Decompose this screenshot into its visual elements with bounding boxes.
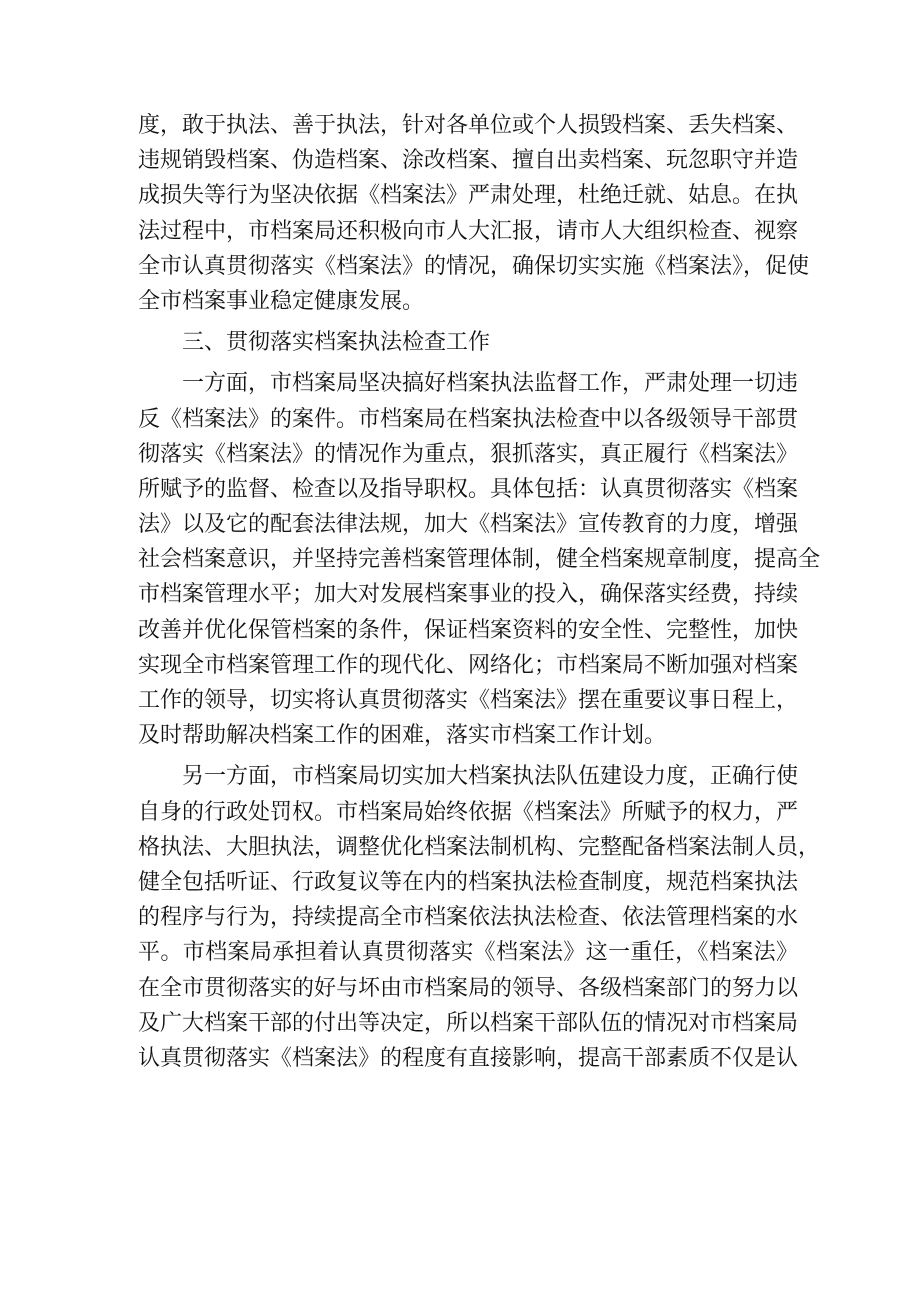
text-line: 所赋予的监督、检查以及指导职权。具体包括：认真贯彻落实《档案 xyxy=(138,476,799,502)
document-body xyxy=(138,108,821,1076)
text-line: 法》以及它的配套法律法规，加大《档案法》宣传教育的力度，增强 xyxy=(138,512,799,538)
text-line: 格执法、大胆执法，调整优化档案法制机构、完整配备档案法制人员， xyxy=(138,834,821,860)
text-line: 全市认真贯彻落实《档案法》的情况，确保切实实施《档案法》，促使 xyxy=(138,253,810,279)
section-heading xyxy=(138,325,798,360)
text-line: 在全市贯彻落实的好与坏由市档案局的领导、各级档案部门的努力以 xyxy=(138,975,799,1001)
text-line: 成损失等行为坚决依据《档案法》严肃处理，杜绝迁就、姑息。在执 xyxy=(138,183,799,209)
text-line: 市档案管理水平；加大对发展档案事业的投入，确保落实经费，持续 xyxy=(138,582,799,608)
text-line: 认真贯彻落实《档案法》的程度有直接影响，提高干部素质不仅是认 xyxy=(138,1045,799,1071)
text-line: 改善并优化保管档案的条件，保证档案资料的安全性、完整性，加快 xyxy=(138,617,799,643)
text-line: 社会档案意识，并坚持完善档案管理体制，健全档案规章制度，提高全 xyxy=(138,547,821,573)
text-line: 自身的行政处罚权。市档案局始终依据《档案法》所赋予的权力，严 xyxy=(138,799,799,825)
text-line: 及广大档案干部的付出等决定，所以档案干部队伍的情况对市档案局 xyxy=(138,1010,799,1036)
paragraph-first-aspect xyxy=(138,366,821,753)
text-line: 度，敢于执法、善于执法，针对各单位或个人损毁档案、丢失档案、 xyxy=(138,113,799,138)
text-line: 法过程中，市档案局还积极向市人大汇报，请市人大组织检查、视察 xyxy=(138,218,799,244)
text-line: 平。市档案局承担着认真贯彻落实《档案法》这一重任，《档案法》 xyxy=(138,940,798,966)
paragraph-continuation xyxy=(138,108,810,319)
text-line: 实现全市档案管理工作的现代化、网络化；市档案局不断加强对档案 xyxy=(138,652,799,678)
text-line: 健全包括听证、行政复议等在内的档案执法检查制度，规范档案执法 xyxy=(138,869,799,895)
section-heading-text: 三、贯彻落实档案执法检查工作 xyxy=(182,330,491,356)
text-line: 的程序与行为，持续提高全市档案依法执法检查、依法管理档案的水 xyxy=(138,905,799,931)
text-line: 一方面，市档案局坚决搞好档案执法监督工作，严肃处理一切违 xyxy=(182,371,799,397)
text-line: 及时帮助解决档案工作的困难，落实市档案工作计划。 xyxy=(138,723,667,749)
text-line: 工作的领导，切实将认真贯彻落实《档案法》摆在重要议事日程上， xyxy=(138,688,799,713)
text-line: 全市档案事业稳定健康发展。 xyxy=(138,288,425,314)
text-line: 违规销毁档案、伪造档案、涂改档案、擅自出卖档案、玩忽职守并造 xyxy=(138,148,799,174)
text-line: 另一方面，市档案局切实加大档案执法队伍建设力度，正确行使 xyxy=(182,764,799,790)
text-line: 彻落实《档案法》的情况作为重点，狠抓落实，真正履行《档案法》 xyxy=(138,441,799,467)
paragraph-second-aspect xyxy=(138,759,821,1076)
text-line: 反《档案法》的案件。市档案局在档案执法检查中以各级领导干部贯 xyxy=(138,406,799,432)
